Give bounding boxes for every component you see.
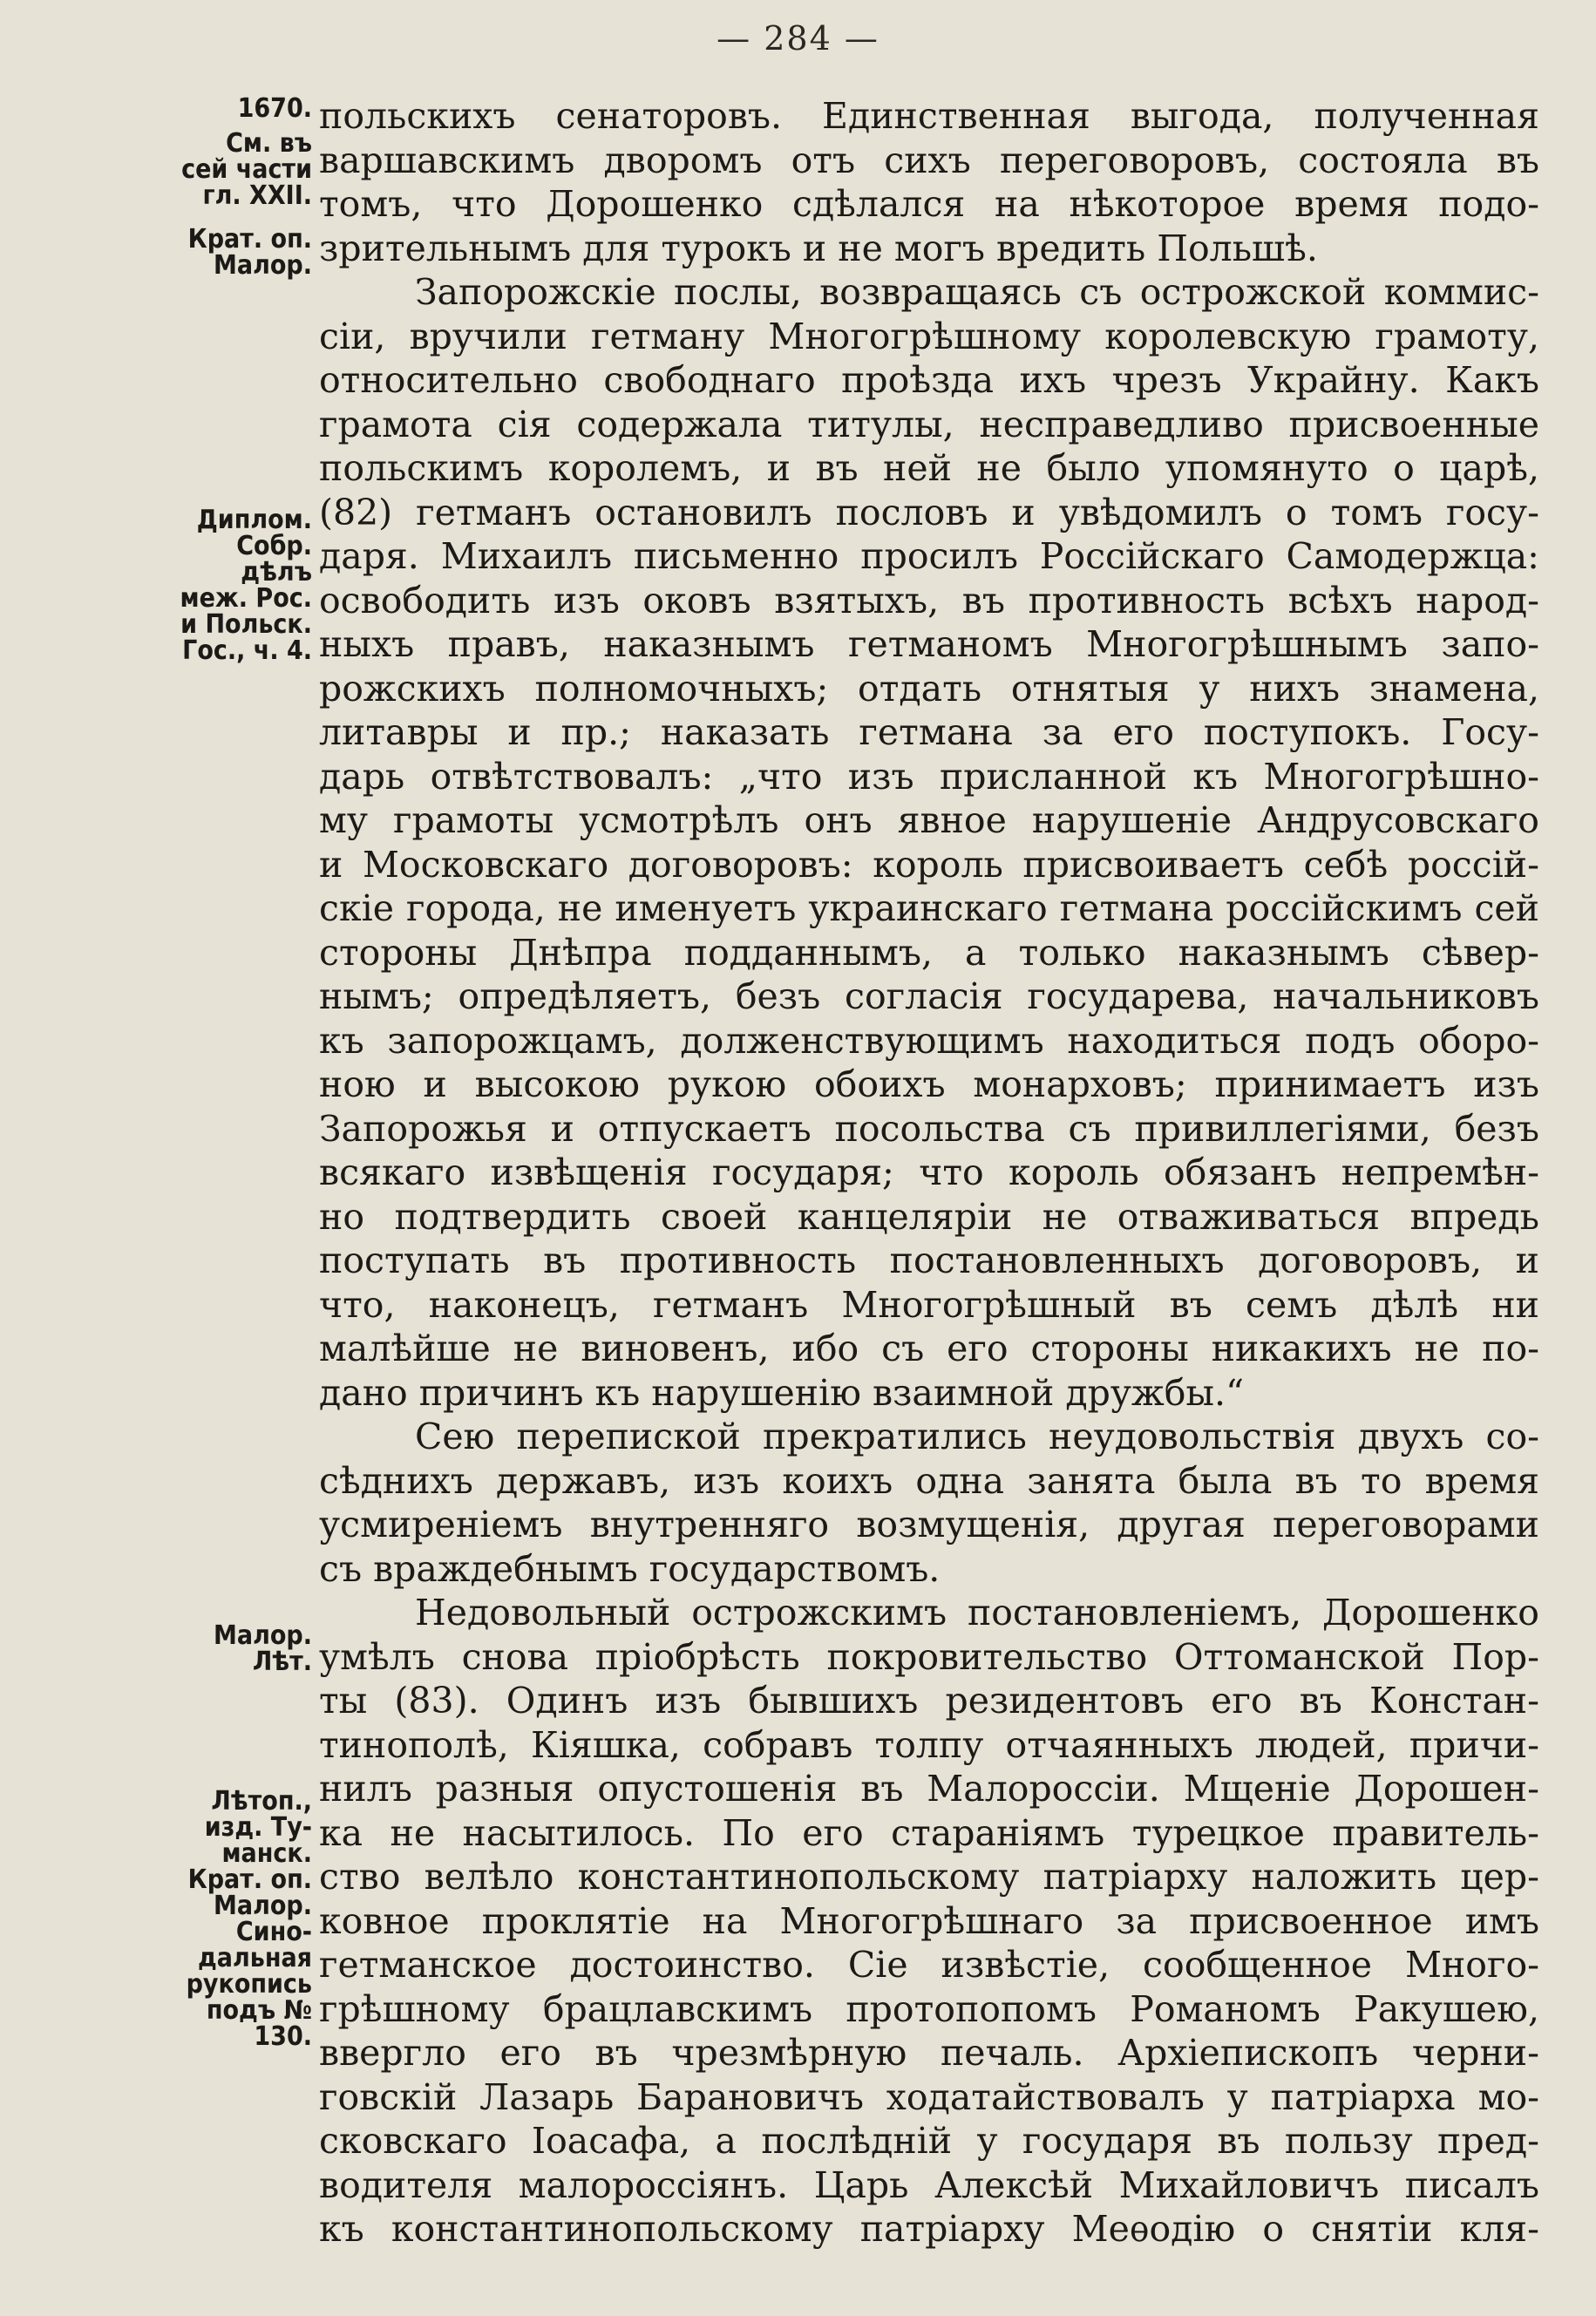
text-line: тинополѣ, Кіяшка, собравъ толпу отчаянныхъ людей, причи- (319, 1723, 1539, 1766)
margin-line: Сино- (235, 1917, 312, 1947)
margin-line: дальная (197, 1943, 312, 1973)
text-line: говскій Лазарь Барановичъ ходатайствовалъ у патріарха мо- (319, 2075, 1539, 2118)
margin-line: меж. Рос. (180, 583, 312, 614)
margin-note-source (162, 1620, 312, 1677)
text-line: дарь отвѣтствовалъ: „что изъ присланной къ Многогрѣшно- (319, 755, 1539, 798)
text-line: ною и высокою рукою обоихъ монарховъ; принимаетъ изъ (319, 1063, 1539, 1105)
text-line: ты (83). Одинъ изъ бывшихъ резидентовъ его въ Констан- (319, 1680, 1539, 1722)
text-line: и Московскаго договоровъ: король присвоиваетъ себѣ россій- (319, 843, 1539, 886)
text-line: польскихъ сенаторовъ. Единственная выгода, полученная (319, 95, 1539, 137)
text-line: къ константинопольскому патріарху Меѳодію о снятіи кля- (319, 2208, 1539, 2250)
margin-line: Собр. (236, 531, 312, 561)
text-line: поступать въ противность постановленныхъ договоровъ, и (319, 1240, 1539, 1281)
text-line: ка не насытилось. По его стараніямъ турецкое правитель- (319, 1811, 1539, 1854)
margin-line: Крат. оп. (187, 1864, 312, 1895)
margin-note-year (162, 93, 312, 124)
text-line: рожскихъ полномочныхъ; отдать отнятыя у нихъ знамена, (319, 667, 1539, 710)
text-line: что, наконецъ, гетманъ Многогрѣшный въ семъ дѣлѣ ни (319, 1283, 1539, 1326)
text-line: нилъ разныя опустошенія въ Малороссіи. Мщеніе Дорошен- (319, 1768, 1539, 1810)
margin-line: рукопись (186, 1969, 312, 2000)
text-line: Запорожскіе послы, возвращаясь съ острожской коммис- (415, 271, 1539, 313)
text-line: ныхъ правъ, наказнымъ гетманомъ Многогрѣшнымъ запо- (319, 623, 1539, 665)
text-line: Недовольный острожскимъ постановленіемъ, Дорошенко (415, 1592, 1539, 1633)
text-line: томъ, что Дорошенко сдѣлался на нѣкоторое время подо- (319, 183, 1539, 225)
text-line: му грамоты усмотрѣлъ онъ явное нарушеніе Андрусовскаго (319, 799, 1539, 841)
body-text (319, 94, 1539, 2251)
margin-line: Гос., ч. 4. (182, 635, 312, 666)
margin-line: 1670. (237, 93, 312, 124)
text-line: сѣднихъ державъ, изъ коихъ одна занята была въ то время (319, 1459, 1539, 1502)
margin-note-reference (162, 128, 312, 211)
text-line: даря. Михаилъ письменно просилъ Россійскаго Самодержца: (319, 535, 1539, 577)
text-line: зрительнымъ для турокъ и не могъ вредить Польшѣ. (319, 227, 1318, 269)
margin-line: Малор. (214, 250, 312, 281)
text-line: усмиреніемъ внутренняго возмущенія, другая переговорами (319, 1504, 1539, 1545)
margin-note-source (162, 507, 312, 664)
text-line: съ враждебнымъ государствомъ. (319, 1547, 941, 1590)
text-line: грамота сія содержала титулы, несправедливо присвоенные (319, 403, 1539, 445)
text-line: всякаго извѣщенія государя; что король обязанъ непремѣн- (319, 1151, 1539, 1193)
margin-line: Лѣтоп., (211, 1786, 312, 1817)
margin-line: дѣлъ (241, 557, 312, 587)
text-line: нымъ; опредѣляетъ, безъ согласія государева, начальниковъ (319, 975, 1539, 1017)
text-line: ковное проклятіе на Многогрѣшнаго за присвоенное имъ (319, 1899, 1539, 1942)
margin-line: манск. (221, 1838, 312, 1869)
text-line: водителя малороссіянъ. Царь Алексѣй Михайловичъ писалъ (319, 2163, 1539, 2206)
text-line: Запорожья и отпускаетъ посольства съ привиллегіями, безъ (319, 1107, 1539, 1150)
text-line: къ запорожцамъ, долженствующимъ находиться подъ оборо- (319, 1019, 1539, 1062)
text-line: ство велѣло константинопольскому патріарху наложить цер- (319, 1856, 1539, 1898)
margin-line: подъ № (206, 1995, 312, 2026)
margin-line: изд. Ту- (204, 1812, 312, 1843)
margin-line: гл. XXII. (202, 180, 312, 211)
text-line: стороны Днѣпра подданнымъ, а только наказнымъ сѣвер- (319, 931, 1539, 974)
margin-line: сей части (181, 154, 312, 185)
page-number: — 284 — (717, 19, 879, 58)
margin-line: Диплом. (196, 505, 312, 535)
margin-line: Малор. (214, 1891, 312, 1921)
text-line: но подтвердить своей канцеляріи не отваживаться впредь (319, 1195, 1539, 1238)
text-line: умѣлъ снова пріобрѣсть покровительство Оттоманской Пор- (319, 1635, 1539, 1678)
text-line: Сею перепиской прекратились неудовольствія двухъ со- (415, 1416, 1539, 1457)
text-line: малѣйше не виновенъ, ибо съ его стороны никакихъ не по- (319, 1328, 1539, 1369)
text-line: сіи, вручили гетману Многогрѣшному королевскую грамоту, (319, 315, 1539, 357)
margin-line: и Польск. (180, 609, 312, 640)
text-line: литавры и пр.; наказать гетмана за его поступокъ. Госу- (319, 711, 1539, 753)
margin-line: 130. (254, 2021, 312, 2052)
text-line: относительно свободнаго проѣзда ихъ чрезъ Украйну. Какъ (319, 359, 1539, 401)
text-line: польскимъ королемъ, и въ ней не было упомянуто о царѣ, (319, 447, 1539, 489)
text-line: (82) гетманъ остановилъ пословъ и увѣдомилъ о томъ госу- (319, 491, 1539, 533)
margin-line: Крат. оп. (187, 224, 312, 255)
text-line: ввергло его въ чрезмѣрную печаль. Архіепископъ черни- (319, 2032, 1539, 2074)
margin-note-source (162, 224, 312, 281)
margin-line: Лѣт. (252, 1647, 312, 1677)
margin-note-source (162, 1786, 312, 2052)
text-line: освободить изъ оковъ взятыхъ, въ противность всѣхъ народ- (319, 579, 1539, 621)
margin-line: Малор. (214, 1620, 312, 1651)
text-line: дано причинъ къ нарушенію взаимной дружбы.“ (319, 1371, 1245, 1414)
text-line: скіе города, не именуетъ украинскаго гетмана россійскимъ сей (319, 887, 1539, 929)
text-line: гетманское достоинство. Сіе извѣстіе, сообщенное Много- (319, 1944, 1539, 1986)
text-line: сковскаго Іоасафа, а послѣдній у государя въ пользу пред- (319, 2120, 1539, 2162)
margin-line: См. въ (226, 128, 312, 159)
text-line: варшавскимъ дворомъ отъ сихъ переговоровъ, состояла въ (319, 139, 1539, 181)
text-line: грѣшному брацлавскимъ протопопомъ Романомъ Ракушею, (319, 1987, 1539, 2030)
